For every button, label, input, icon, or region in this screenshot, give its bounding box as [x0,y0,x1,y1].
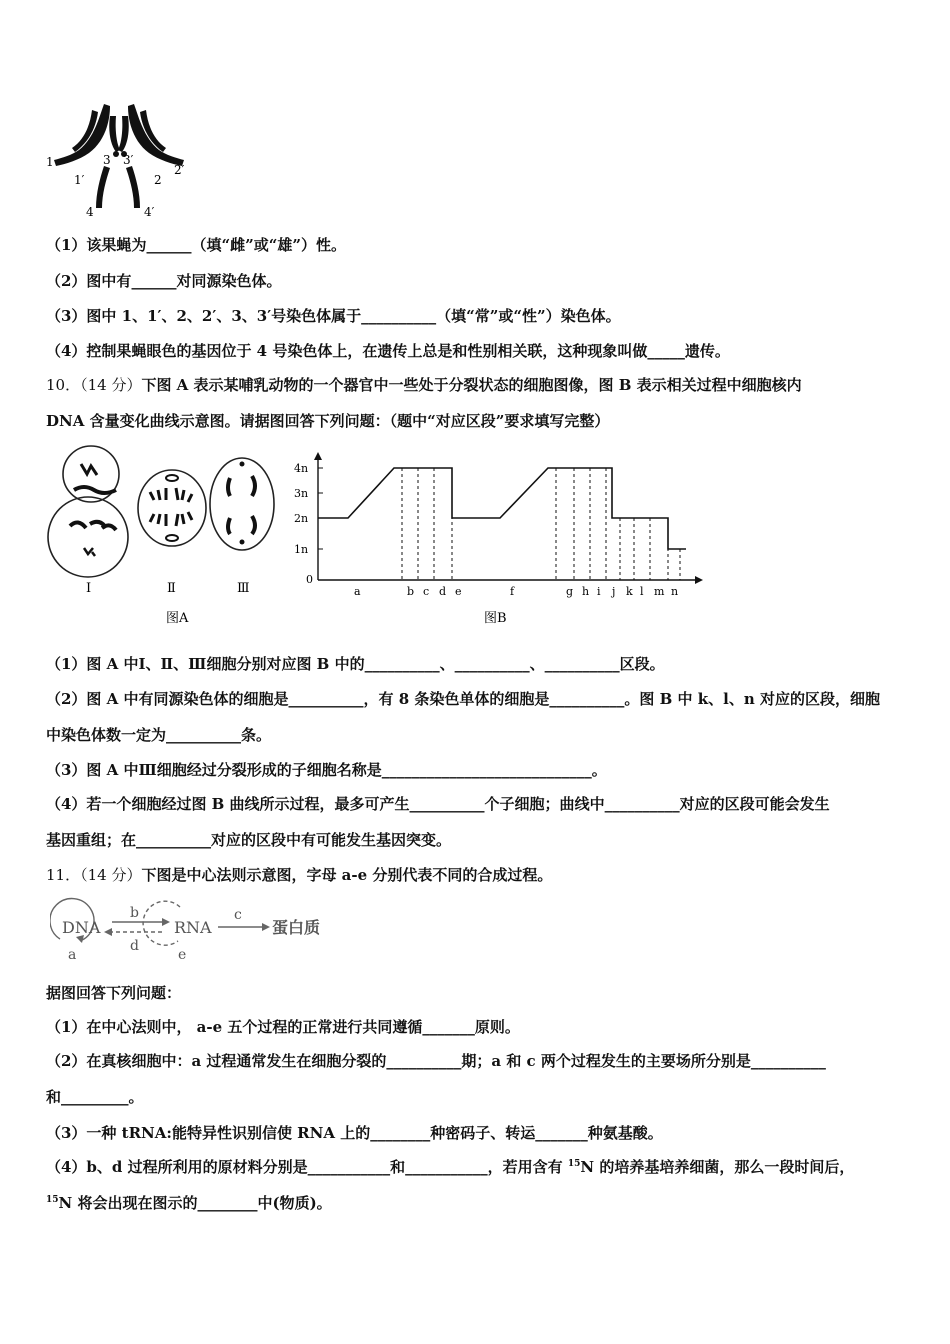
q9-part2: （2）图中有______对同源染色体。 [46,272,282,290]
x-label: e [455,585,462,598]
chromosome-label: 3′ [123,153,134,167]
figure-b-dna-curve [290,452,710,632]
q11-number: 11．（14 分） [46,866,142,884]
chromosome-label: 4 [86,205,94,219]
section-dividers [402,468,680,580]
q10-intro-line1 [46,374,802,395]
q11-part3: （3）一种 tRNA:能特异性识别信使 RNA 上的________种密码子、转运_______种氨基酸。 [46,1124,663,1142]
chromosome-label: 2 [154,173,162,187]
chromosome-label: 4′ [144,205,155,219]
x-label: l [640,585,644,598]
q10-intro-line2: DNA 含量变化曲线示意图。请据图回答下列问题：（题中“对应区段”要求填写完整） [46,412,610,430]
x-label: d [439,585,447,598]
q10-number: 10．（14 分） [46,376,142,394]
x-label: k [626,585,633,598]
chromosome-label: 3 [103,153,111,167]
dna-node: DNA [62,918,101,937]
y-tick: 4n [294,462,309,475]
q10-part2b: 中染色体数一定为__________条。 [46,726,272,744]
isotope-superscript: 15 [46,1195,59,1205]
x-label: j [612,585,616,598]
y-tick: 0 [306,573,313,586]
cell-label-2: Ⅱ [167,581,176,596]
cell-label-1: Ⅰ [86,581,92,596]
chromosome-label: 1′ [74,173,85,187]
process-d-label: d [130,938,139,954]
q9-part4: （4）控制果蝇眼色的基因位于 4 号染色体上，在遗传上总是和性别相关联，这种现象叫做_____遗传。 [46,342,730,360]
figure-a-caption: 图A [166,611,189,626]
y-tick: 2n [294,512,309,525]
process-e-label: e [178,947,187,963]
q10-intro: 下图 A 表示某哺乳动物的一个器官中一些处于分裂状态的细胞图像，图 B 表示相关过程中细胞核内 [141,376,802,394]
q11-intro: 下图是中心法则示意图，字母 a-e 分别代表不同的合成过程。 [141,866,553,884]
x-label: n [671,585,679,598]
x-label: h [582,585,590,598]
q10-part4b: 基因重组；在__________对应的区段中有可能发生基因突变。 [46,831,452,849]
rna-node: RNA [174,918,212,937]
dna-curve [318,468,686,549]
process-b-label: b [130,905,139,921]
isotope-superscript: 15 [567,1159,581,1169]
x-label: b [407,585,415,598]
protein-node: 蛋白质 [272,918,321,937]
x-label: m [654,585,665,598]
q10-part3: （3）图 A 中Ⅲ细胞经过分裂形成的子细胞名称是____________________________。 [46,761,607,779]
x-label: i [597,585,601,598]
figure-a-cells [46,442,286,630]
q11-part4b-post: N 将会出现在图示的________中(物质)。 [58,1194,332,1212]
x-label: g [566,585,574,598]
q9-part3: （3）图中 1、1′、2、2′、3、3′号染色体属于__________（填“常”或“性”）染色体。 [46,307,621,325]
q11-part4b [46,1192,332,1213]
x-label: a [354,585,361,598]
q11-part2a: （2）在真核细胞中：a 过程通常发生在细胞分裂的__________期；a 和 c 两个过程发生的主要场所分别是__________ [46,1052,826,1070]
y-tick: 1n [294,543,309,556]
process-a-label: a [68,947,77,963]
x-label: c [423,585,430,598]
chromosome-label: 1 [46,155,54,169]
q11-part2b: 和_________。 [46,1088,144,1106]
q11-intro-line [46,864,552,885]
q11-part4a-pre: （4）b、d 过程所利用的原材料分别是___________和___________，若用含有 [46,1158,568,1176]
chromosome-figure [44,98,194,223]
q10-part4a: （4）若一个细胞经过图 B 曲线所示过程，最多可产生__________个子细胞；曲线中__________对应的区段可能会发生 [46,795,830,813]
q11-part1: （1）在中心法则中， a-e 五个过程的正常进行共同遵循_______原则。 [46,1018,520,1036]
q11-lead: 据图回答下列问题： [46,984,182,1002]
y-tick: 3n [294,487,309,500]
x-label: f [510,585,515,598]
process-c-label: c [234,907,242,923]
q10-part2a: （2）图 A 中有同源染色体的细胞是__________，有 8 条染色单体的细胞是__________。图 B 中 k、l、n 对应的区段，细胞 [46,690,880,708]
central-dogma-diagram [50,895,350,965]
q10-part1: （1）图 A 中Ⅰ、Ⅱ、Ⅲ细胞分别对应图 B 中的__________、__________、__________区段。 [46,655,665,673]
chromosome-label: 2′ [174,163,185,177]
figure-b-caption: 图B [484,611,507,626]
q11-part4a [46,1156,854,1177]
cell-label-3: Ⅲ [237,581,250,596]
q11-part4a-post: N 的培养基培养细菌，那么一段时间后， [580,1158,855,1176]
q9-part1: （1）该果蝇为______（填“雌”或“雄”）性。 [46,236,346,254]
